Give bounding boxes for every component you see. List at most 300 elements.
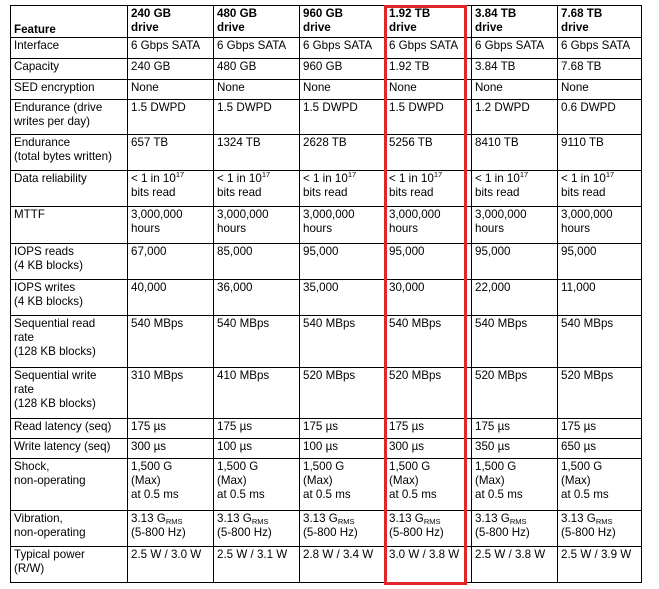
- value-cell: [214, 38, 300, 59]
- header-line: 960 GB: [303, 7, 343, 20]
- cell-text: (total bytes written): [14, 150, 112, 163]
- cell-text: None: [561, 81, 589, 94]
- table-row: [11, 80, 642, 100]
- header-line: Feature: [14, 23, 56, 36]
- row-label-cell: [11, 38, 128, 59]
- value-cell: [558, 547, 642, 583]
- cell-text: hours: [561, 222, 591, 235]
- cell-text: 8410 TB: [475, 136, 519, 149]
- value-cell: [558, 59, 642, 80]
- cell-text: 175 µs: [389, 420, 425, 433]
- column-header-1: [128, 6, 214, 38]
- cell-text: 1.2 DWPD: [475, 101, 530, 114]
- cell-text: at 0.5 ms: [561, 488, 609, 501]
- cell-text: 650 µs: [561, 440, 597, 453]
- cell-text: 1.5 DWPD: [389, 101, 444, 114]
- cell-text: 1,500 G: [217, 460, 259, 473]
- cell-text: 6 Gbps SATA: [131, 39, 201, 52]
- value-cell: [472, 316, 558, 368]
- cell-text: 1.5 DWPD: [131, 101, 186, 114]
- cell-text: MTTF: [14, 208, 45, 221]
- header-line: drive: [131, 21, 159, 34]
- spec-table-container: [10, 5, 642, 583]
- column-header-2: [214, 6, 300, 38]
- value-cell: [558, 171, 642, 207]
- value-cell: [214, 207, 300, 244]
- cell-text: 2.5 W / 3.8 W: [475, 548, 546, 561]
- cell-text: 3.13 $G_{RMS}$: [131, 512, 183, 526]
- row-label-cell: [11, 511, 128, 547]
- cell-text: Write latency (seq): [14, 440, 111, 453]
- exponent: 17: [175, 170, 185, 179]
- column-header-3: [300, 6, 386, 38]
- value-cell: [558, 439, 642, 459]
- value-cell: [214, 316, 300, 368]
- header-line: 3.84 TB: [475, 7, 517, 20]
- value-cell: [128, 368, 214, 419]
- value-cell: [300, 439, 386, 459]
- value-cell: [558, 368, 642, 419]
- cell-text: 540 MBps: [475, 317, 528, 330]
- cell-text: (128 KB blocks): [14, 345, 96, 358]
- cell-text: rate: [14, 383, 34, 396]
- table-row: [11, 38, 642, 59]
- value-cell: [214, 135, 300, 171]
- row-label-cell: [11, 459, 128, 511]
- value-cell: [472, 100, 558, 135]
- value-cell: [386, 316, 472, 368]
- cell-text: 2628 TB: [303, 136, 347, 149]
- cell-text: Data reliability: [14, 172, 87, 185]
- cell-text: 35,000: [303, 281, 339, 294]
- cell-text: (Max): [389, 474, 419, 487]
- row-label-cell: [11, 280, 128, 316]
- value-cell: [214, 511, 300, 547]
- value-cell: [300, 547, 386, 583]
- value-cell: [472, 547, 558, 583]
- value-cell: [472, 439, 558, 459]
- cell-text: bits read: [475, 186, 520, 199]
- value-cell: [214, 368, 300, 419]
- cell-text: 1,500 G: [475, 460, 517, 473]
- value-cell: [472, 280, 558, 316]
- table-row: [11, 316, 642, 368]
- cell-text: bits read: [131, 186, 176, 199]
- header-line: drive: [475, 21, 503, 34]
- table-row: [11, 59, 642, 80]
- cell-text: 540 MBps: [217, 317, 270, 330]
- value-cell: [300, 38, 386, 59]
- value-cell: [472, 135, 558, 171]
- cell-text: 1,500 G: [131, 460, 173, 473]
- cell-text: < 1 in $10^{17}$: [217, 170, 271, 185]
- value-cell: [386, 80, 472, 100]
- value-cell: [386, 280, 472, 316]
- cell-text: 3.13 $G_{RMS}$: [217, 512, 269, 526]
- cell-text: hours: [475, 222, 505, 235]
- value-cell: [386, 244, 472, 280]
- exponent: 17: [433, 170, 443, 179]
- exponent: 17: [261, 170, 271, 179]
- cell-text: 100 µs: [217, 440, 253, 453]
- cell-text: hours: [389, 222, 419, 235]
- cell-text: rate: [14, 331, 34, 344]
- cell-text: None: [131, 81, 159, 94]
- header-line: 480 GB: [217, 7, 257, 20]
- cell-text: None: [475, 81, 503, 94]
- row-label-cell: [11, 135, 128, 171]
- cell-text: 960 GB: [303, 60, 343, 73]
- value-cell: [128, 280, 214, 316]
- cell-text: Capacity: [14, 60, 60, 73]
- cell-text: (5-800 Hz): [389, 526, 444, 539]
- value-cell: [386, 171, 472, 207]
- table-row: [11, 280, 642, 316]
- cell-text: bits read: [561, 186, 606, 199]
- cell-text: 3,000,000: [561, 208, 613, 221]
- cell-text: 2.5 W / 3.1 W: [217, 548, 288, 561]
- cell-text: None: [217, 81, 245, 94]
- value-cell: [300, 207, 386, 244]
- cell-text: 1.92 TB: [389, 60, 430, 73]
- value-cell: [386, 511, 472, 547]
- value-cell: [128, 244, 214, 280]
- cell-text: at 0.5 ms: [217, 488, 265, 501]
- subscript: RMS: [509, 517, 527, 526]
- row-label-cell: [11, 316, 128, 368]
- row-label-cell: [11, 244, 128, 280]
- table-row: [11, 439, 642, 459]
- value-cell: [214, 171, 300, 207]
- table-row: [11, 244, 642, 280]
- value-cell: [128, 511, 214, 547]
- value-cell: [558, 80, 642, 100]
- cell-text: (Max): [475, 474, 505, 487]
- value-cell: [128, 100, 214, 135]
- cell-text: 0.6 DWPD: [561, 101, 616, 114]
- cell-text: (Max): [131, 474, 161, 487]
- cell-text: (128 KB blocks): [14, 397, 96, 410]
- cell-text: (Max): [303, 474, 333, 487]
- table-row: [11, 207, 642, 244]
- column-header-4: [386, 6, 472, 38]
- value-cell: [128, 38, 214, 59]
- cell-text: 100 µs: [303, 440, 339, 453]
- value-cell: [300, 171, 386, 207]
- cell-text: Sequential read: [14, 317, 96, 330]
- cell-text: < 1 in $10^{17}$: [475, 170, 529, 185]
- cell-text: SED encryption: [14, 81, 95, 94]
- value-cell: [300, 244, 386, 280]
- cell-text: at 0.5 ms: [389, 488, 437, 501]
- cell-text: < 1 in $10^{17}$: [303, 170, 357, 185]
- exponent: 17: [605, 170, 615, 179]
- value-cell: [472, 207, 558, 244]
- cell-text: IOPS reads: [14, 245, 74, 258]
- cell-text: 3,000,000: [475, 208, 527, 221]
- cell-text: 1.5 DWPD: [217, 101, 272, 114]
- value-cell: [558, 316, 642, 368]
- cell-text: 540 MBps: [303, 317, 356, 330]
- value-cell: [386, 459, 472, 511]
- cell-text: 3,000,000: [131, 208, 183, 221]
- cell-text: 3.0 W / 3.8 W: [389, 548, 460, 561]
- subscript: RMS: [423, 517, 441, 526]
- value-cell: [472, 419, 558, 439]
- cell-text: 300 µs: [389, 440, 425, 453]
- table-row: [11, 511, 642, 547]
- cell-text: hours: [217, 222, 247, 235]
- value-cell: [472, 80, 558, 100]
- value-cell: [300, 419, 386, 439]
- value-cell: [386, 59, 472, 80]
- value-cell: [214, 59, 300, 80]
- cell-text: 657 TB: [131, 136, 169, 149]
- cell-text: 6 Gbps SATA: [389, 39, 459, 52]
- cell-text: bits read: [389, 186, 434, 199]
- row-label-cell: [11, 100, 128, 135]
- cell-text: 85,000: [217, 245, 253, 258]
- cell-text: (5-800 Hz): [475, 526, 530, 539]
- cell-text: 5256 TB: [389, 136, 433, 149]
- cell-text: 1,500 G: [303, 460, 345, 473]
- row-label-cell: [11, 59, 128, 80]
- value-cell: [300, 280, 386, 316]
- drive-spec-table: [10, 5, 642, 583]
- cell-text: 540 MBps: [561, 317, 614, 330]
- cell-text: (5-800 Hz): [131, 526, 186, 539]
- cell-text: non-operating: [14, 474, 86, 487]
- cell-text: Endurance: [14, 136, 71, 149]
- value-cell: [386, 547, 472, 583]
- value-cell: [214, 439, 300, 459]
- cell-text: Typical power: [14, 548, 85, 561]
- cell-text: 520 MBps: [303, 369, 356, 382]
- table-row: [11, 368, 642, 419]
- cell-text: 6 Gbps SATA: [303, 39, 373, 52]
- cell-text: 6 Gbps SATA: [561, 39, 631, 52]
- cell-text: 2.8 W / 3.4 W: [303, 548, 374, 561]
- header-line: drive: [561, 21, 589, 34]
- cell-text: Endurance (drive: [14, 101, 103, 114]
- cell-text: 175 µs: [217, 420, 253, 433]
- header-line: 7.68 TB: [561, 7, 603, 20]
- cell-text: 410 MBps: [217, 369, 270, 382]
- header-line: drive: [389, 21, 417, 34]
- cell-text: 6 Gbps SATA: [217, 39, 287, 52]
- value-cell: [300, 135, 386, 171]
- value-cell: [386, 135, 472, 171]
- header-line: drive: [303, 21, 331, 34]
- value-cell: [386, 100, 472, 135]
- value-cell: [386, 368, 472, 419]
- header-line: 1.92 TB: [389, 7, 431, 20]
- cell-text: 175 µs: [303, 420, 339, 433]
- subscript: RMS: [595, 517, 613, 526]
- cell-text: 1324 TB: [217, 136, 261, 149]
- cell-text: at 0.5 ms: [475, 488, 523, 501]
- table-row: [11, 100, 642, 135]
- value-cell: [128, 80, 214, 100]
- value-cell: [300, 316, 386, 368]
- cell-text: hours: [131, 222, 161, 235]
- cell-text: 22,000: [475, 281, 511, 294]
- cell-text: 95,000: [475, 245, 511, 258]
- cell-text: < 1 in $10^{17}$: [389, 170, 443, 185]
- column-header-feature: [11, 6, 128, 38]
- value-cell: [300, 80, 386, 100]
- value-cell: [128, 419, 214, 439]
- cell-text: None: [389, 81, 417, 94]
- cell-text: Sequential write: [14, 369, 97, 382]
- cell-text: 175 µs: [475, 420, 511, 433]
- value-cell: [300, 100, 386, 135]
- row-label-cell: [11, 419, 128, 439]
- table-row: [11, 419, 642, 439]
- cell-text: 3.13 $G_{RMS}$: [389, 512, 441, 526]
- header-row: [11, 6, 642, 38]
- value-cell: [558, 38, 642, 59]
- cell-text: (5-800 Hz): [217, 526, 272, 539]
- value-cell: [300, 511, 386, 547]
- value-cell: [214, 80, 300, 100]
- cell-text: at 0.5 ms: [131, 488, 179, 501]
- value-cell: [472, 368, 558, 419]
- cell-text: 2.5 W / 3.9 W: [561, 548, 632, 561]
- row-label-cell: [11, 368, 128, 419]
- cell-text: (4 KB blocks): [14, 295, 83, 308]
- cell-text: Interface: [14, 39, 60, 52]
- cell-text: 540 MBps: [131, 317, 184, 330]
- value-cell: [386, 207, 472, 244]
- cell-text: None: [303, 81, 331, 94]
- cell-text: 175 µs: [131, 420, 167, 433]
- cell-text: 520 MBps: [389, 369, 442, 382]
- value-cell: [128, 135, 214, 171]
- cell-text: 3,000,000: [217, 208, 269, 221]
- value-cell: [300, 368, 386, 419]
- cell-text: 300 µs: [131, 440, 167, 453]
- value-cell: [386, 38, 472, 59]
- cell-text: 2.5 W / 3.0 W: [131, 548, 202, 561]
- column-header-6: [558, 6, 642, 38]
- value-cell: [558, 244, 642, 280]
- value-cell: [472, 459, 558, 511]
- cell-text: 30,000: [389, 281, 425, 294]
- cell-text: Shock,: [14, 460, 50, 473]
- subscript: RMS: [337, 517, 355, 526]
- value-cell: [472, 511, 558, 547]
- cell-text: 3.13 $G_{RMS}$: [561, 512, 613, 526]
- value-cell: [128, 59, 214, 80]
- value-cell: [472, 38, 558, 59]
- column-header-5: [472, 6, 558, 38]
- value-cell: [128, 171, 214, 207]
- row-label-cell: [11, 207, 128, 244]
- value-cell: [386, 419, 472, 439]
- cell-text: 36,000: [217, 281, 253, 294]
- table-row: [11, 547, 642, 583]
- cell-text: 3,000,000: [303, 208, 355, 221]
- cell-text: writes per day): [14, 115, 91, 128]
- cell-text: 3.13 $G_{RMS}$: [303, 512, 355, 526]
- value-cell: [558, 511, 642, 547]
- cell-text: 520 MBps: [475, 369, 528, 382]
- value-cell: [214, 100, 300, 135]
- value-cell: [214, 280, 300, 316]
- cell-text: 11,000: [561, 281, 596, 294]
- value-cell: [214, 419, 300, 439]
- subscript: RMS: [251, 517, 269, 526]
- value-cell: [558, 135, 642, 171]
- cell-text: bits read: [303, 186, 348, 199]
- cell-text: 175 µs: [561, 420, 597, 433]
- value-cell: [386, 439, 472, 459]
- value-cell: [214, 547, 300, 583]
- value-cell: [558, 419, 642, 439]
- cell-text: (5-800 Hz): [561, 526, 616, 539]
- cell-text: (5-800 Hz): [303, 526, 358, 539]
- value-cell: [558, 207, 642, 244]
- cell-text: non-operating: [14, 526, 86, 539]
- cell-text: 240 GB: [131, 60, 171, 73]
- cell-text: Vibration,: [14, 512, 63, 525]
- cell-text: 1.5 DWPD: [303, 101, 358, 114]
- cell-text: 350 µs: [475, 440, 511, 453]
- exponent: 17: [347, 170, 357, 179]
- cell-text: 9110 TB: [561, 136, 604, 149]
- value-cell: [472, 59, 558, 80]
- row-label-cell: [11, 80, 128, 100]
- cell-text: 95,000: [303, 245, 339, 258]
- cell-text: 310 MBps: [131, 369, 184, 382]
- cell-text: hours: [303, 222, 333, 235]
- value-cell: [214, 459, 300, 511]
- row-label-cell: [11, 171, 128, 207]
- cell-text: 1,500 G: [561, 460, 603, 473]
- table-row: [11, 171, 642, 207]
- cell-text: bits read: [217, 186, 262, 199]
- cell-text: (Max): [217, 474, 247, 487]
- value-cell: [128, 207, 214, 244]
- cell-text: 7.68 TB: [561, 60, 602, 73]
- exponent: 17: [519, 170, 529, 179]
- cell-text: (Max): [561, 474, 591, 487]
- value-cell: [128, 439, 214, 459]
- cell-text: 520 MBps: [561, 369, 614, 382]
- cell-text: (4 KB blocks): [14, 259, 83, 272]
- value-cell: [300, 459, 386, 511]
- row-label-cell: [11, 439, 128, 459]
- subscript: RMS: [165, 517, 183, 526]
- cell-text: (R/W): [14, 562, 45, 575]
- table-row: [11, 459, 642, 511]
- cell-text: 3.84 TB: [475, 60, 516, 73]
- cell-text: 540 MBps: [389, 317, 442, 330]
- value-cell: [558, 280, 642, 316]
- cell-text: 6 Gbps SATA: [475, 39, 545, 52]
- value-cell: [214, 244, 300, 280]
- value-cell: [472, 171, 558, 207]
- cell-text: < 1 in $10^{17}$: [561, 170, 615, 185]
- value-cell: [472, 244, 558, 280]
- row-label-cell: [11, 547, 128, 583]
- cell-text: < 1 in $10^{17}$: [131, 170, 185, 185]
- cell-text: 1,500 G: [389, 460, 431, 473]
- value-cell: [128, 316, 214, 368]
- cell-text: IOPS writes: [14, 281, 76, 294]
- table-row: [11, 135, 642, 171]
